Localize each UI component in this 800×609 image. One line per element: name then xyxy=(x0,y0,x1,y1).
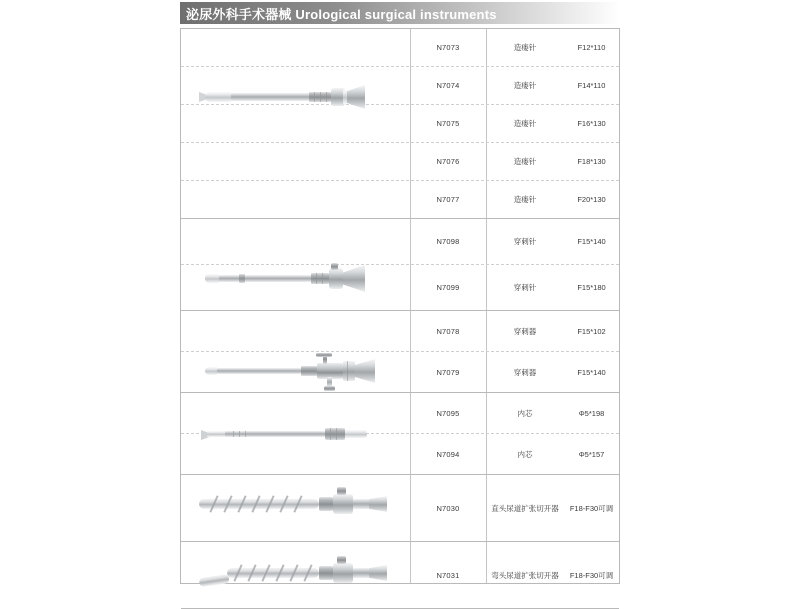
product-code: N7077 xyxy=(436,195,460,204)
product-image-cell xyxy=(181,143,410,180)
product-spec: F15*140 xyxy=(577,367,606,377)
product-image-cell xyxy=(181,434,410,474)
table-row xyxy=(181,265,619,311)
product-code: N7099 xyxy=(436,283,460,292)
page-title: 泌尿外科手术器械 Urological surgical instruments xyxy=(186,6,497,22)
table-row xyxy=(181,219,619,265)
table-row xyxy=(181,475,619,542)
product-name: 穿刺针 xyxy=(513,283,537,292)
table-row xyxy=(181,181,619,219)
product-name: 穿刺器 xyxy=(513,367,537,377)
product-name: 内芯 xyxy=(517,408,533,418)
product-code: N7078 xyxy=(436,326,460,336)
product-spec: F15*180 xyxy=(577,283,606,292)
table-row xyxy=(181,311,619,352)
table-row xyxy=(181,393,619,434)
product-image-cell xyxy=(181,219,410,264)
product-code: N7075 xyxy=(436,119,460,128)
product-spec: Φ5*198 xyxy=(578,408,605,418)
page-header xyxy=(180,2,620,24)
product-spec: Φ5*157 xyxy=(578,449,605,459)
product-code: N7095 xyxy=(436,408,460,418)
product-code: N7073 xyxy=(436,43,460,52)
product-image-cell xyxy=(181,181,410,218)
table-row xyxy=(181,143,619,181)
product-image-cell xyxy=(181,105,410,142)
product-code: N7079 xyxy=(436,367,460,377)
product-code: N7094 xyxy=(436,449,460,459)
product-code: N7098 xyxy=(436,237,460,246)
table-row xyxy=(181,105,619,143)
product-image-cell xyxy=(181,542,410,608)
table-row xyxy=(181,542,619,609)
product-spec: F18-F30可调 xyxy=(569,503,614,513)
product-code: N7031 xyxy=(436,570,460,580)
product-name: 造瘘针 xyxy=(513,43,537,52)
product-name: 造瘘针 xyxy=(513,195,537,204)
product-image-cell xyxy=(181,29,410,66)
product-name: 直头尿道扩张切开器 xyxy=(491,503,559,513)
product-spec: F15*140 xyxy=(577,237,606,246)
table-row xyxy=(181,434,619,475)
product-code: N7076 xyxy=(436,157,460,166)
table-row xyxy=(181,352,619,393)
product-name: 穿刺器 xyxy=(513,326,537,336)
product-spec: F12*110 xyxy=(577,43,606,52)
product-table xyxy=(180,28,620,584)
product-spec: F18-F30可调 xyxy=(569,570,614,580)
product-image-cell xyxy=(181,67,410,104)
product-name: 造瘘针 xyxy=(513,119,537,128)
product-spec: F18*130 xyxy=(577,157,606,166)
product-image-cell xyxy=(181,265,410,310)
product-code: N7074 xyxy=(436,81,460,90)
product-name: 穿刺针 xyxy=(513,237,537,246)
product-name: 造瘘针 xyxy=(513,157,537,166)
product-image-cell xyxy=(181,393,410,433)
product-image-cell xyxy=(181,475,410,541)
product-image-cell xyxy=(181,352,410,392)
product-name: 造瘘针 xyxy=(513,81,537,90)
product-name: 弯头尿道扩张切开器 xyxy=(491,570,559,580)
table-row xyxy=(181,67,619,105)
product-name: 内芯 xyxy=(517,449,533,459)
product-spec: F16*130 xyxy=(577,119,606,128)
product-spec: F15*102 xyxy=(577,326,606,336)
product-spec: F20*130 xyxy=(577,195,606,204)
table-row xyxy=(181,29,619,67)
product-spec: F14*110 xyxy=(577,81,606,90)
product-image-cell xyxy=(181,311,410,351)
product-code: N7030 xyxy=(436,503,460,513)
